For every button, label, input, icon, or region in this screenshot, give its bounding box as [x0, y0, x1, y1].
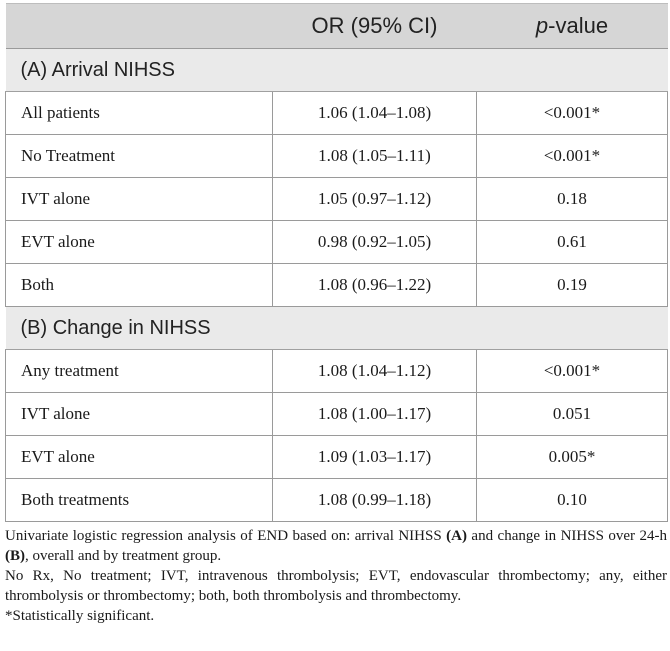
section-header-b	[6, 307, 668, 350]
caption-bold-a: (A)	[446, 528, 467, 544]
row-or: 1.08 (1.04–1.12)	[273, 350, 477, 393]
row-p: 0.005*	[477, 436, 668, 479]
header-p-rest: -value	[548, 13, 609, 38]
header-or-ci: OR (95% CI)	[273, 4, 477, 49]
row-or: 1.05 (0.97–1.12)	[273, 178, 477, 221]
row-or: 0.98 (0.92–1.05)	[273, 221, 477, 264]
table-caption	[5, 526, 667, 566]
row-label: Any treatment	[6, 350, 273, 393]
table-row	[6, 221, 668, 264]
row-label: All patients	[6, 92, 273, 135]
row-label: Both treatments	[6, 479, 273, 522]
caption-text-1: Univariate logistic regression analysis of END based on: arrival NIHSS	[5, 528, 447, 544]
table-row	[6, 479, 668, 522]
caption-text-2: and change in NIHSS over 24-h	[466, 528, 667, 544]
table-row	[6, 436, 668, 479]
header-p-italic: p	[535, 13, 549, 38]
row-p: <0.001*	[477, 92, 668, 135]
row-or: 1.08 (1.00–1.17)	[273, 393, 477, 436]
row-or: 1.08 (0.99–1.18)	[273, 479, 477, 522]
row-label: IVT alone	[6, 178, 273, 221]
row-p: <0.001*	[477, 350, 668, 393]
header-p-value	[477, 4, 668, 49]
results-table-container	[5, 3, 667, 522]
row-label: EVT alone	[6, 221, 273, 264]
row-p: <0.001*	[477, 135, 668, 178]
row-label: IVT alone	[6, 393, 273, 436]
section-header-a	[6, 49, 668, 92]
header-row	[6, 4, 668, 49]
row-or: 1.08 (1.05–1.11)	[273, 135, 477, 178]
table-row	[6, 264, 668, 307]
table-row	[6, 178, 668, 221]
table-row	[6, 393, 668, 436]
row-p: 0.051	[477, 393, 668, 436]
row-label: EVT alone	[6, 436, 273, 479]
table-row	[6, 350, 668, 393]
row-p: 0.18	[477, 178, 668, 221]
row-or: 1.09 (1.03–1.17)	[273, 436, 477, 479]
caption-bold-b: (B)	[5, 548, 25, 564]
abbreviations-note: No Rx, No treatment; IVT, intravenous thrombolysis; EVT, endovascular thrombectomy; any, either thrombolysis or thrombectomy; both, both thrombolysis and thrombectomy.	[5, 568, 667, 604]
row-p: 0.61	[477, 221, 668, 264]
row-label: Both	[6, 264, 273, 307]
row-or: 1.08 (0.96–1.22)	[273, 264, 477, 307]
section-title: (B) Change in NIHSS	[6, 307, 668, 350]
row-p: 0.10	[477, 479, 668, 522]
results-table	[5, 3, 668, 522]
row-label: No Treatment	[6, 135, 273, 178]
header-empty-cell	[6, 4, 273, 49]
table-footnotes	[5, 526, 667, 626]
row-or: 1.06 (1.04–1.08)	[273, 92, 477, 135]
row-p: 0.19	[477, 264, 668, 307]
table-row	[6, 135, 668, 178]
significance-note: *Statistically significant.	[5, 608, 155, 624]
table-row	[6, 92, 668, 135]
caption-text-3: , overall and by treatment group.	[25, 548, 222, 564]
section-title: (A) Arrival NIHSS	[6, 49, 668, 92]
